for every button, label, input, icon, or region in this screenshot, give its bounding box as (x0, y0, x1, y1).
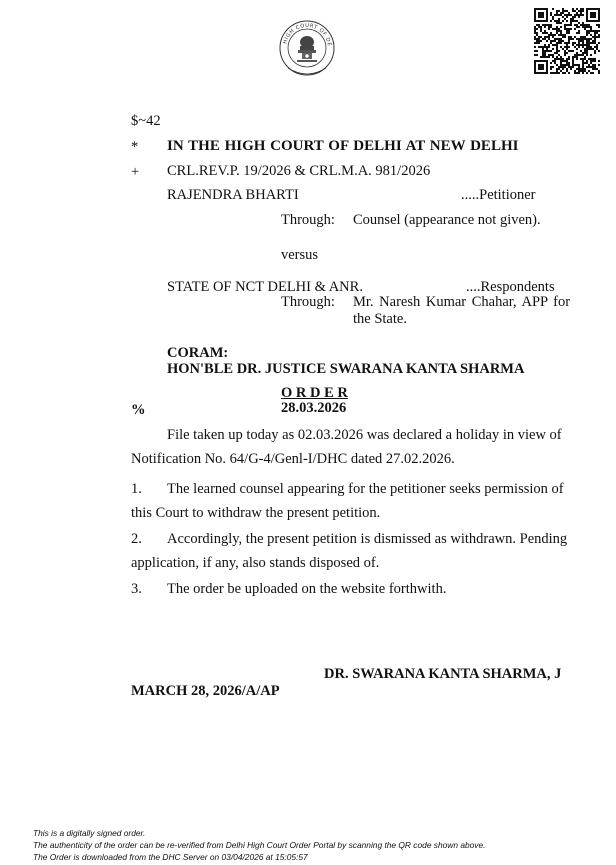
signature-judge: DR. SWARANA KANTA SHARMA, J (324, 666, 562, 682)
versus-label: versus (281, 247, 319, 263)
order-heading: O R D E R (281, 385, 348, 401)
case-number: CRL.REV.P. 19/2026 & CRL.M.A. 981/2026 (167, 163, 431, 179)
intro-line-2: Notification No. 64/G-4/Genl-I/DHC dated 27.02.2026. (131, 451, 455, 467)
order-date-reference: MARCH 28, 2026/A/AP (131, 683, 280, 699)
through-label: Through: (281, 212, 335, 228)
petitioner-role: .....Petitioner (461, 187, 536, 203)
listing-code: $~42 (131, 113, 161, 129)
para-3-line-1: The order be uploaded on the website forthwith. (167, 581, 447, 597)
plus-mark: + (131, 164, 140, 180)
petitioner-name: RAJENDRA BHARTI (167, 187, 299, 203)
footer-line-1: This is a digitally signed order. (33, 828, 146, 838)
percent-mark: % (131, 402, 146, 418)
court-title: IN THE HIGH COURT OF DELHI AT NEW DELHI (167, 138, 519, 154)
intro-line-1: File taken up today as 02.03.2026 was declared a holiday in view of (167, 427, 562, 443)
footer-line-3: The Order is downloaded from the DHC Server on 03/04/2026 at 15:05:57 (33, 852, 308, 862)
respondent-name: STATE OF NCT DELHI & ANR. (167, 279, 363, 295)
para-1-line-2: this Court to withdraw the present petition. (131, 505, 381, 521)
through-label-2: Through: (281, 294, 335, 310)
para-1-number: 1. (131, 481, 142, 497)
para-2-line-2: application, if any, also stands disposed of. (131, 555, 380, 571)
coram-judge: HON'BLE DR. JUSTICE SWARANA KANTA SHARMA (167, 361, 525, 377)
svg-text:HIGH COURT OF DELHI: HIGH COURT OF DE (282, 22, 333, 48)
para-3-number: 3. (131, 581, 142, 597)
respondent-counsel-line1: Mr. Naresh Kumar Chahar, APP for (353, 294, 571, 310)
qr-code-icon (534, 8, 600, 74)
para-1-line-1: The learned counsel appearing for the petitioner seeks permission of (167, 481, 564, 497)
coram-label: CORAM: (167, 345, 229, 361)
star-mark: * (131, 139, 139, 155)
respondent-counsel-line2: the State. (353, 311, 407, 327)
footer-line-2: The authenticity of the order can be re-verified from Delhi High Court Order Portal by scanning the QR code shown above. (33, 840, 486, 850)
petitioner-counsel: Counsel (appearance not given). (353, 212, 541, 228)
para-2-number: 2. (131, 531, 142, 547)
court-seal-icon (278, 18, 336, 84)
respondent-role: ....Respondents (466, 279, 555, 295)
order-date: 28.03.2026 (281, 400, 347, 416)
para-2-line-1: Accordingly, the present petition is dismissed as withdrawn. Pending (167, 531, 568, 547)
